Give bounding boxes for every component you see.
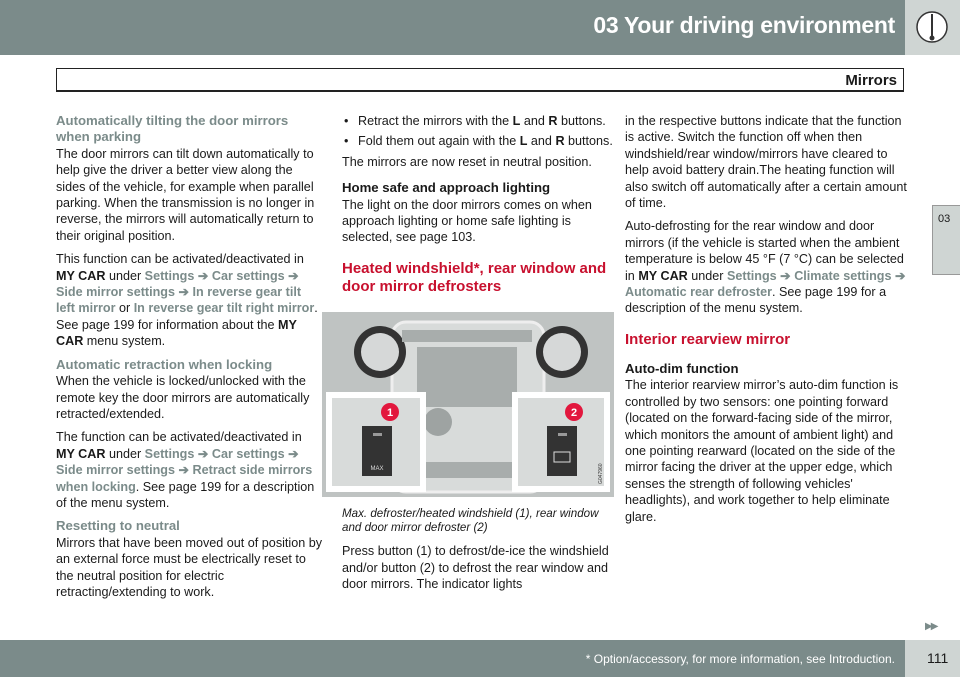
heading-auto-tilt: Automatically tilting the door mirrors when parking bbox=[56, 113, 289, 145]
column-1 bbox=[56, 113, 322, 607]
section-title-bar bbox=[56, 68, 904, 92]
footer-note: * Option/accessory, for more information, see Introduction. bbox=[585, 652, 895, 666]
chapter-tab[interactable]: 03 bbox=[932, 205, 960, 275]
paragraph: in the respective buttons indicate that the function is active. Switch the function off when then windshield/rear window/mirrors have cleared to help avoid battery drain.The heating function will also switch off automatically after a certain amount of time. bbox=[625, 114, 907, 211]
heading-auto-dim: Auto-dim function bbox=[625, 360, 739, 376]
chapter-title: 03 Your driving environment bbox=[593, 12, 895, 38]
heading-reset-neutral: Resetting to neutral bbox=[56, 518, 180, 534]
gauge-icon bbox=[905, 0, 960, 55]
menu-path: Settings ➔ Car settings ➔ Side mirror settings ➔ In reverse gear tilt left mirror bbox=[56, 268, 302, 316]
section-title: Mirrors bbox=[845, 72, 897, 89]
max-label: MAX bbox=[370, 465, 384, 472]
menu-path: Settings ➔ Car settings ➔ Side mirror settings ➔ Retract side mirrors when locking bbox=[56, 446, 313, 494]
paragraph: Auto-defrosting for the rear window and door mirrors (if the vehicle is started when the ambient temperature is below 45 °F (7 °C) can be selected in MY CAR under Settings ➔ Climate settings ➔ Automatic rear defroster. See page 199 for a description of the menu system. bbox=[625, 219, 906, 316]
column-3 bbox=[625, 113, 910, 532]
paragraph: The mirrors are now reset in neutral position. bbox=[342, 154, 592, 169]
paragraph: This function can be activated/deactivated in MY CAR under Settings ➔ Car settings ➔ Side mirror settings ➔ In reverse gear tilt left mirror or In reverse gear tilt right mirror. See page 199 for information about the MY CAR menu system. bbox=[56, 252, 318, 349]
paragraph: The light on the door mirrors comes on when approach lighting or home safe lighting is selected, see page 103. bbox=[342, 197, 592, 245]
paragraph: Mirrors that have been moved out of position by an external force must be electrically reset to the neutral position for electric retracting/extending to work. bbox=[56, 535, 323, 599]
chapter-icon-box bbox=[905, 0, 960, 55]
menu-path: In reverse gear tilt right mirror bbox=[133, 301, 315, 316]
column-2 bbox=[342, 113, 614, 599]
list-item: • Fold them out again with the L and R buttons. bbox=[342, 133, 614, 149]
paragraph: The door mirrors can tilt down automatically to help give the driver a better view along the sides of the vehicle, for example when parallel parking. When the transmission is no longer in reverse, the mirrors will automatically return to their original position. bbox=[56, 146, 315, 243]
defroster-controls-illustration bbox=[322, 312, 614, 497]
callout-2: 2 bbox=[570, 406, 578, 419]
paragraph: The interior rearview mirror’s auto-dim function is controlled by two sensors: one pointing forward (located on the forward-facing side of the mirror, which monitors the amount of ambient light) and one pointing rearward (located on the side of the mirror facing the driver at the upper edge, which senses the strength of following vehicles' headlights), and work together to help eliminate glare. bbox=[625, 378, 899, 524]
list-item: • Retract the mirrors with the L and R buttons. bbox=[342, 113, 614, 129]
paragraph: The function can be activated/deactivated in MY CAR under Settings ➔ Car settings ➔ Side mirror settings ➔ Retract side mirrors when locking. See page 199 for a description of the menu system. bbox=[56, 430, 315, 510]
paragraph: When the vehicle is locked/unlocked with the remote key the door mirrors are automatically retracted/extended. bbox=[56, 374, 310, 421]
heading-interior-mirror: Interior rearview mirror bbox=[625, 330, 791, 348]
chapter-header-bar bbox=[0, 0, 905, 55]
footer-bar bbox=[0, 640, 905, 677]
figure-code: G047960 bbox=[598, 463, 604, 484]
page-number: 111 bbox=[927, 650, 949, 666]
heading-defrosters: Heated windshield*, rear window and door mirror defrosters bbox=[342, 259, 607, 295]
callout-1: 1 bbox=[386, 406, 394, 419]
page-number-box bbox=[905, 640, 960, 677]
next-page-icon[interactable]: ▶▶ bbox=[925, 621, 937, 632]
figure-caption: Max. defroster/heated windshield (1), rear window and door mirror defroster (2) bbox=[342, 507, 599, 535]
paragraph: Press button (1) to defrost/de-ice the windshield and/or button (2) to defrost the rear window and door mirrors. The indicator lights bbox=[342, 544, 609, 592]
menu-path: Settings ➔ Climate settings ➔ Automatic rear defroster bbox=[625, 268, 906, 300]
heading-home-safe: Home safe and approach lighting bbox=[342, 180, 551, 196]
heading-auto-retraction: Automatic retraction when locking bbox=[56, 356, 273, 372]
